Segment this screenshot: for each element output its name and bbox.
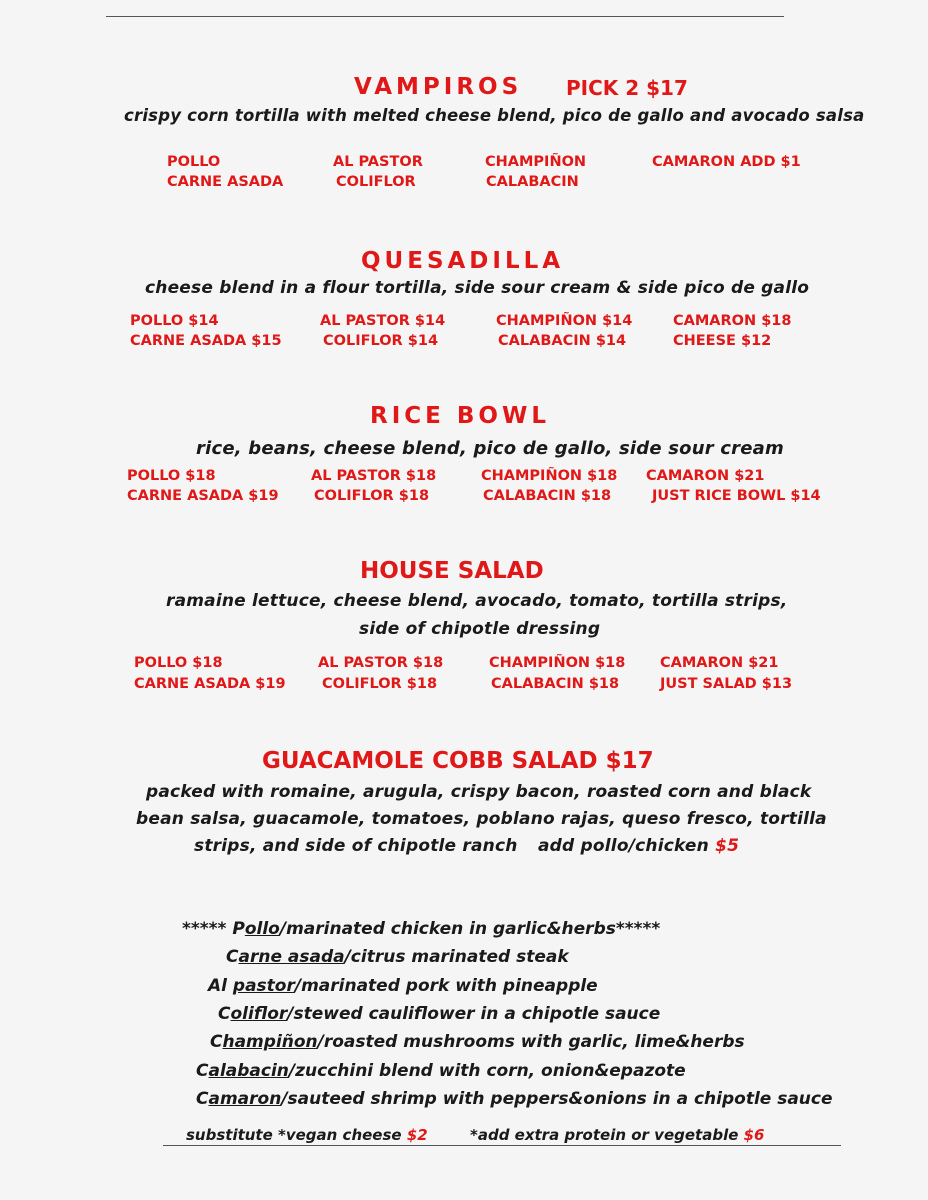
legend-underlined: pastor — [232, 976, 295, 996]
legend-carne-asada — [226, 947, 569, 967]
rice-bowl-description: rice, beans, cheese blend, pico de gallo, side sour cream — [196, 438, 784, 459]
vampiros-item: CAMARON ADD $1 — [652, 154, 801, 170]
house-salad-item: CARNE ASADA $19 — [134, 676, 286, 692]
vampiros-item: CHAMPIÑON — [485, 154, 587, 170]
quesadilla-description: cheese blend in a flour tortilla, side sour cream & side pico de gallo — [145, 278, 810, 298]
footer-substitute-price: $2 — [406, 1126, 428, 1144]
footer-extra-label: *add extra protein or vegetable — [470, 1126, 739, 1144]
legend-text: /marinated pork with pineapple — [294, 976, 598, 996]
vampiros-pick-price: PICK 2 $17 — [566, 76, 688, 100]
legend-text: C — [196, 1089, 209, 1109]
footer-extra — [470, 1126, 765, 1144]
legend-text: C — [218, 1004, 231, 1024]
house-salad-item: CALABACIN $18 — [491, 676, 620, 692]
legend-text: ***** P — [182, 919, 245, 939]
legend-text: /marinated chicken in garlic&herbs***** — [279, 919, 661, 939]
rice-bowl-item: CARNE ASADA $19 — [127, 488, 279, 504]
cobb-salad-title: GUACAMOLE COBB SALAD $17 — [262, 748, 654, 774]
vampiros-item: POLLO — [167, 154, 221, 170]
house-salad-item: CHAMPIÑON $18 — [489, 655, 626, 671]
house-salad-description: side of chipotle dressing — [359, 619, 601, 639]
vampiros-title: VAMPIROS — [354, 74, 523, 100]
legend-underlined: arne asada — [238, 947, 345, 967]
quesadilla-item: CAMARON $18 — [673, 313, 792, 329]
bottom-rule — [163, 1145, 841, 1146]
legend-underlined: alabacin — [208, 1061, 289, 1081]
rice-bowl-item: POLLO $18 — [127, 468, 216, 484]
house-salad-title: HOUSE SALAD — [360, 558, 544, 584]
rice-bowl-item: JUST RICE BOWL $14 — [652, 488, 821, 504]
legend-camaron — [196, 1089, 833, 1109]
rice-bowl-item: COLIFLOR $18 — [314, 488, 430, 504]
vampiros-description: crispy corn tortilla with melted cheese blend, pico de gallo and avocado salsa — [124, 106, 865, 125]
legend-text: C — [210, 1032, 223, 1052]
house-salad-item: COLIFLOR $18 — [322, 676, 438, 692]
cobb-salad-description: bean salsa, guacamole, tomatoes, poblano rajas, queso fresco, tortilla — [136, 809, 827, 829]
house-salad-item: POLLO $18 — [134, 655, 223, 671]
legend-underlined: amaron — [208, 1089, 282, 1109]
cobb-salad-description: packed with romaine, arugula, crispy bacon, roasted corn and black — [146, 782, 812, 802]
quesadilla-item: CALABACIN $14 — [498, 333, 627, 349]
legend-calabacin — [196, 1061, 686, 1081]
legend-pollo — [182, 919, 660, 939]
cobb-salad-description: strips, and side of chipotle ranch — [194, 836, 518, 856]
rice-bowl-title: RICE BOWL — [370, 403, 550, 429]
cobb-addon — [538, 836, 739, 856]
vampiros-item: COLIFLOR — [336, 174, 416, 190]
rice-bowl-item: CAMARON $21 — [646, 468, 765, 484]
legend-text: /stewed cauliflower in a chipotle sauce — [287, 1004, 661, 1024]
house-salad-item: JUST SALAD $13 — [660, 676, 793, 692]
quesadilla-item: CHAMPIÑON $14 — [496, 313, 633, 329]
legend-text: /citrus marinated steak — [344, 947, 569, 967]
quesadilla-item: AL PASTOR $14 — [320, 313, 446, 329]
house-salad-description: ramaine lettuce, cheese blend, avocado, tomato, tortilla strips, — [166, 591, 788, 611]
rice-bowl-item: CHAMPIÑON $18 — [481, 468, 618, 484]
rice-bowl-item: AL PASTOR $18 — [311, 468, 437, 484]
cobb-addon-label: add pollo/chicken — [538, 836, 709, 856]
legend-text: C — [196, 1061, 209, 1081]
vampiros-item: CALABACIN — [486, 174, 579, 190]
legend-al-pastor — [208, 976, 598, 996]
vampiros-item: AL PASTOR — [333, 154, 423, 170]
vampiros-item: CARNE ASADA — [167, 174, 284, 190]
legend-underlined: oliflor — [230, 1004, 288, 1024]
cobb-addon-price: $5 — [715, 836, 740, 856]
footer-substitute — [186, 1126, 428, 1144]
legend-text: Al — [208, 976, 233, 996]
rice-bowl-item: CALABACIN $18 — [483, 488, 612, 504]
legend-champinon — [210, 1032, 745, 1052]
quesadilla-item: COLIFLOR $14 — [323, 333, 439, 349]
quesadilla-item: CARNE ASADA $15 — [130, 333, 282, 349]
legend-underlined: ollo — [244, 919, 280, 939]
quesadilla-item: CHEESE $12 — [673, 333, 772, 349]
footer-extra-price: $6 — [743, 1126, 765, 1144]
legend-coliflor — [218, 1004, 660, 1024]
quesadilla-item: POLLO $14 — [130, 313, 219, 329]
house-salad-item: AL PASTOR $18 — [318, 655, 444, 671]
legend-text: /zucchini blend with corn, onion&epazote — [288, 1061, 686, 1081]
legend-text: C — [226, 947, 239, 967]
quesadilla-title: QUESADILLA — [361, 248, 565, 274]
legend-text: /roasted mushrooms with garlic, lime&herbs — [317, 1032, 745, 1052]
house-salad-item: CAMARON $21 — [660, 655, 779, 671]
legend-underlined: hampiñon — [222, 1032, 318, 1052]
footer-substitute-label: substitute *vegan cheese — [186, 1126, 402, 1144]
legend-text: /sauteed shrimp with peppers&onions in a chipotle sauce — [281, 1089, 833, 1109]
top-rule — [106, 16, 784, 17]
